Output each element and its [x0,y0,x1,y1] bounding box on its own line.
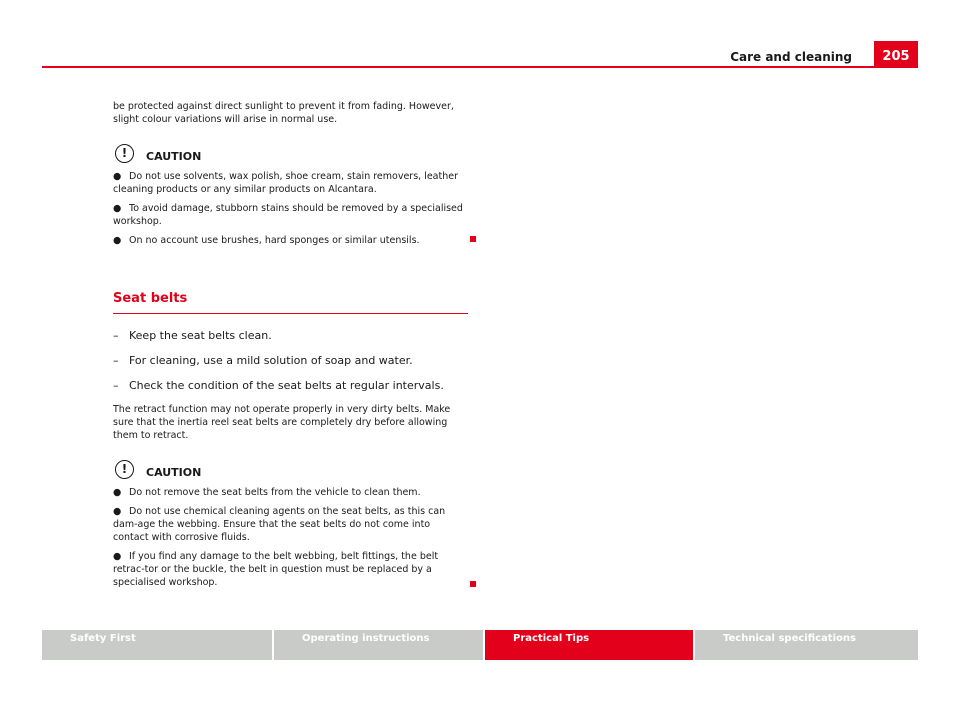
footer-tab-label: Technical specifications [723,633,856,644]
header-rule [42,66,918,68]
running-header-title: Care and cleaning [730,50,852,64]
caution-item-text: To avoid damage, stubborn stains should be removed by a specialised workshop. [113,203,463,227]
caution-item-text: Do not use chemical cleaning agents on the seat belts, as this can dam-age the webbing. Ensure that the seat belts do not come into contact with corrosive fluids. [113,506,446,543]
caution-item: ● Do not use chemical cleaning agents on the seat belts, as this can dam-age the webbing. Ensure that the seat belts do not come into contact with corrosive fluids. [113,506,446,543]
caution-item: ● If you find any damage to the belt webbing, belt fittings, the belt retrac-tor or the buckle, the belt in question must be replaced by a specialised workshop. [113,550,468,589]
caution-label: CAUTION [146,466,202,479]
step-text: Keep the seat belts clean. [129,329,272,342]
caution-item-text: Do not use solvents, wax polish, shoe cream, stain removers, leather cleaning products or any similar products on Alcantara. [113,171,459,195]
footer-tab-practical-tips[interactable] [485,630,693,660]
footer-tab-operating-instructions[interactable] [274,630,483,660]
caution-item: ● Do not remove the seat belts from the vehicle to clean them. [113,487,421,498]
footer-tab-label: Operating instructions [302,633,430,644]
step-text: For cleaning, use a mild solution of soap and water. [129,354,413,367]
footer-tab-label: Practical Tips [513,633,590,644]
step-item: – Check the condition of the seat belts at regular intervals. [113,379,444,392]
caution-item-text: On no account use brushes, hard sponges or similar utensils. [129,235,420,246]
section-rule [113,313,468,314]
footer-tab-technical-specifications[interactable] [695,630,918,660]
section-title: Seat belts [113,291,188,306]
caution-heading [113,460,468,479]
footer-tab-safety-first[interactable] [42,630,272,660]
section-end-marker [470,581,476,587]
caution-item: ● Do not use solvents, wax polish, shoe cream, stain removers, leather cleaning products or any similar products on Alcantara. [113,171,459,195]
caution-item-text: Do not remove the seat belts from the vehicle to clean them. [129,487,421,498]
exclamation-circle-icon: ! [115,460,134,479]
caution-item-text: If you find any damage to the belt webbing, belt fittings, the belt retrac-tor or the buckle, the belt in question must be replaced by a specialised workshop. [113,551,439,588]
exclamation-circle-icon: ! [115,144,134,163]
step-item: – Keep the seat belts clean. [113,329,272,342]
caution-label: CAUTION [146,150,202,163]
caution-item: ● On no account use brushes, hard sponges or similar utensils. [113,234,468,247]
caution-heading [113,144,468,163]
intro-paragraph: be protected against direct sunlight to prevent it from fading. However, slight colour variations will arise in normal use. [113,101,454,125]
step-text: Check the condition of the seat belts at regular intervals. [129,379,444,392]
content-column [113,100,468,595]
caution-item: ● To avoid damage, stubborn stains should be removed by a specialised workshop. [113,203,463,227]
step-item: – For cleaning, use a mild solution of soap and water. [113,354,413,367]
footer-tab-label: Safety First [70,633,136,644]
section-paragraph: The retract function may not operate properly in very dirty belts. Make sure that the inertia reel seat belts are completely dry before allowing them to retract. [113,404,451,441]
section-end-marker [470,236,476,242]
page-number: 205 [874,41,918,68]
